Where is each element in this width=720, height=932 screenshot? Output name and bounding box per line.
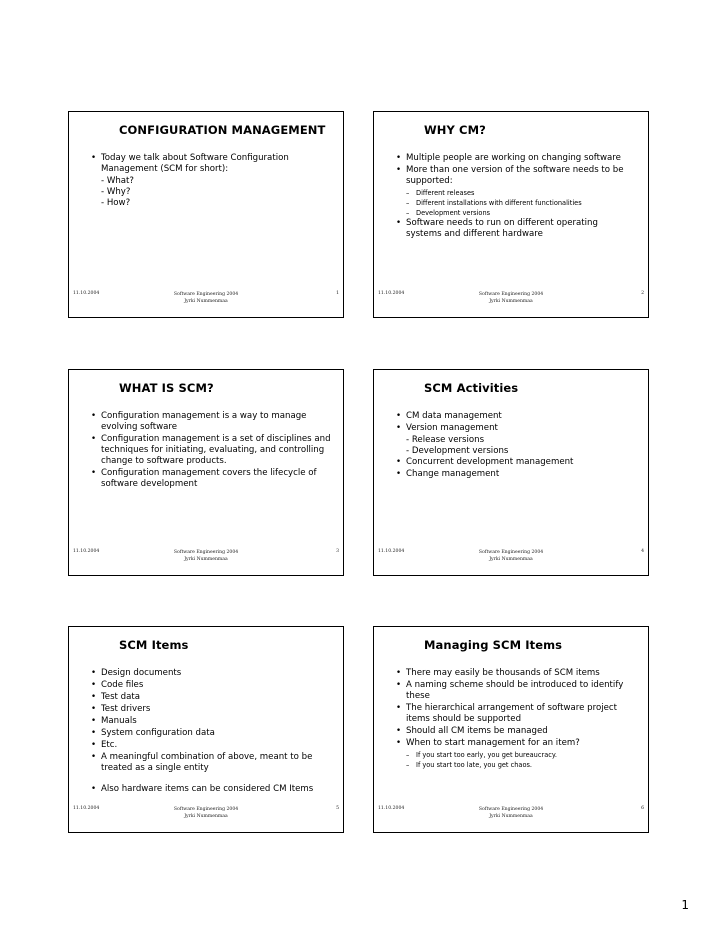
bullet: • Concurrent development management: [396, 457, 636, 468]
bullet: • A meaningful combination of above, meant to be treated as a single entity: [91, 752, 331, 774]
slide-title: WHY CM?: [424, 123, 486, 137]
bullet: • A naming scheme should be introduced to identify these: [396, 680, 636, 702]
bullet: • Test drivers: [91, 704, 331, 715]
bullet: • Manuals: [91, 716, 331, 727]
footer-course: Software Engineering 2004: [478, 550, 544, 555]
footer-author: Jyrki Nummenmaa: [184, 557, 228, 562]
slide-number: 4: [641, 549, 644, 554]
footer-date: 11.10.2004: [73, 806, 100, 811]
bullet: • CM data management: [396, 411, 636, 422]
slide-footer: [73, 291, 339, 307]
slide-title: SCM Activities: [424, 381, 519, 395]
slide-2: [373, 111, 649, 318]
text-line: - Release versions: [406, 435, 485, 445]
slide-1: [68, 111, 344, 318]
bullet: • Software needs to run on different operating systems and different hardware: [396, 218, 636, 240]
bullet: • Should all CM items be managed: [396, 726, 636, 737]
bullet: • Version management: [396, 423, 636, 434]
footer-date: 11.10.2004: [73, 291, 100, 296]
slide-body: [91, 668, 331, 796]
footer-date: 11.10.2004: [378, 806, 405, 811]
footer-course: Software Engineering 2004: [173, 292, 239, 297]
slide-body: [396, 411, 636, 481]
bullet: • The hierarchical arrangement of software project items should be supported: [396, 703, 636, 725]
slide-4: [373, 369, 649, 576]
bullet: • Configuration management is a way to manage evolving software: [91, 411, 331, 433]
footer-author: Jyrki Nummenmaa: [489, 814, 533, 819]
bullet: • Also hardware items can be considered CM Items: [91, 784, 331, 795]
slide-number: 6: [641, 806, 644, 811]
footer-author: Jyrki Nummenmaa: [489, 299, 533, 304]
slide-body: [396, 668, 636, 770]
footer-course: Software Engineering 2004: [173, 807, 239, 812]
sub-bullet: – If you start too late, you get chaos.: [396, 760, 636, 770]
footer-course: Software Engineering 2004: [173, 550, 239, 555]
slide-number: 2: [641, 291, 644, 296]
sub-bullet: – Different releases: [396, 188, 636, 198]
slide-footer: [378, 291, 644, 307]
slide-title: WHAT IS SCM?: [119, 381, 214, 395]
sub-bullet: – If you start too early, you get bureaucracy.: [396, 750, 636, 760]
text-line: - What?: [101, 176, 134, 186]
slide-number: 3: [336, 549, 339, 554]
bullet: • System configuration data: [91, 728, 331, 739]
slide-footer: [378, 806, 644, 822]
slide-title: SCM Items: [119, 638, 189, 652]
slide-5: [68, 626, 344, 833]
slide-title: CONFIGURATION MANAGEMENT: [119, 123, 326, 137]
slide-3: [68, 369, 344, 576]
bullet: • Configuration management covers the lifecycle of software development: [91, 468, 331, 490]
bullet: • Change management: [396, 469, 636, 480]
slide-number: 5: [336, 806, 339, 811]
text-line: - Development versions: [406, 446, 509, 456]
slide-footer: [378, 549, 644, 565]
slide-body: [91, 153, 331, 209]
footer-author: Jyrki Nummenmaa: [489, 557, 533, 562]
bullet: • More than one version of the software needs to be supported:: [396, 165, 636, 187]
bullet: • Design documents: [91, 668, 331, 679]
text-line: - How?: [101, 198, 131, 208]
footer-author: Jyrki Nummenmaa: [184, 299, 228, 304]
page-number: 1: [681, 898, 689, 912]
slide-number: 1: [336, 291, 339, 296]
sub-bullet: – Different installations with different functionalities: [396, 198, 636, 208]
slide-footer: [73, 806, 339, 822]
bullet: • Etc.: [91, 740, 331, 751]
footer-date: 11.10.2004: [73, 549, 100, 554]
bullet: • Test data: [91, 692, 331, 703]
slide-body: [396, 153, 636, 241]
slide-body: [91, 411, 331, 491]
bullet: • Configuration management is a set of disciplines and techniques for initiating, evaluating, and controlling change to software products.: [91, 434, 331, 467]
bullet: • There may easily be thousands of SCM items: [396, 668, 636, 679]
bullet: • Multiple people are working on changing software: [396, 153, 636, 164]
bullet: • Today we talk about Software Configuration Management (SCM for short):: [91, 153, 331, 175]
text-line: - Why?: [101, 187, 131, 197]
footer-author: Jyrki Nummenmaa: [184, 814, 228, 819]
slide-title: Managing SCM Items: [424, 638, 563, 652]
footer-course: Software Engineering 2004: [478, 292, 544, 297]
slide-6: [373, 626, 649, 833]
footer-course: Software Engineering 2004: [478, 807, 544, 812]
sub-bullet: – Development versions: [396, 208, 636, 218]
footer-date: 11.10.2004: [378, 291, 405, 296]
slide-footer: [73, 549, 339, 565]
bullet: • When to start management for an item?: [396, 738, 636, 749]
footer-date: 11.10.2004: [378, 549, 405, 554]
bullet: • Code files: [91, 680, 331, 691]
